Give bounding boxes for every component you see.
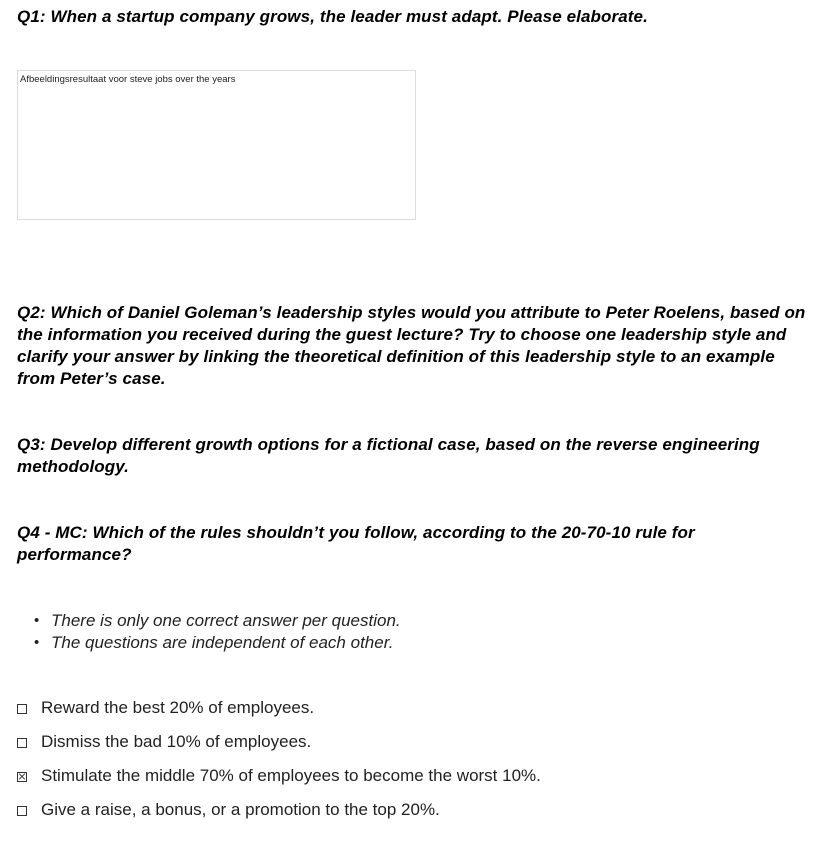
instruction-text: The questions are independent of each other. [51, 633, 394, 652]
question-3: Q3: Develop different growth options for a fictional case, based on the reverse engineering methodology. [17, 435, 760, 476]
answer-option-label: Reward the best 20% of employees. [41, 698, 315, 717]
answer-option-label: Stimulate the middle 70% of employees to become the worst 10%. [41, 766, 541, 785]
bullet-icon: • [34, 634, 40, 651]
question-1: Q1: When a startup company grows, the leader must adapt. Please elaborate. [17, 7, 648, 26]
answer-option-label: Dismiss the bad 10% of employees. [41, 732, 312, 751]
checkbox-icon[interactable] [17, 704, 27, 714]
instruction-item [28, 632, 401, 654]
checked-checkbox-icon[interactable] [17, 772, 27, 782]
image-alt-text: Afbeeldingsresultaat voor steve jobs over the years [20, 74, 236, 85]
answer-option[interactable] [17, 697, 541, 731]
instruction-text: There is only one correct answer per question. [51, 611, 401, 630]
checkbox-icon[interactable] [17, 806, 27, 816]
question-2: Q2: Which of Daniel Goleman’s leadership styles would you attribute to Peter Roelens, based on the information you received during the guest lecture? Try to choose one leadership style and clarify your answer by linking the theoretical definition of this leadership style to an example from Peter’s case. [17, 303, 806, 388]
answer-option[interactable] [17, 765, 541, 799]
bullet-icon: • [34, 612, 40, 629]
question-4: Q4 - MC: Which of the rules shouldn’t you follow, according to the 20-70-10 rule for performance? [17, 523, 695, 564]
checkbox-icon[interactable] [17, 738, 27, 748]
instructions-list [28, 610, 401, 654]
answer-option-label: Give a raise, a bonus, or a promotion to the top 20%. [41, 800, 440, 819]
instruction-item [28, 610, 401, 632]
answer-option[interactable] [17, 731, 541, 765]
answer-options [17, 697, 541, 833]
answer-option[interactable] [17, 799, 541, 833]
broken-image-placeholder [17, 70, 416, 220]
